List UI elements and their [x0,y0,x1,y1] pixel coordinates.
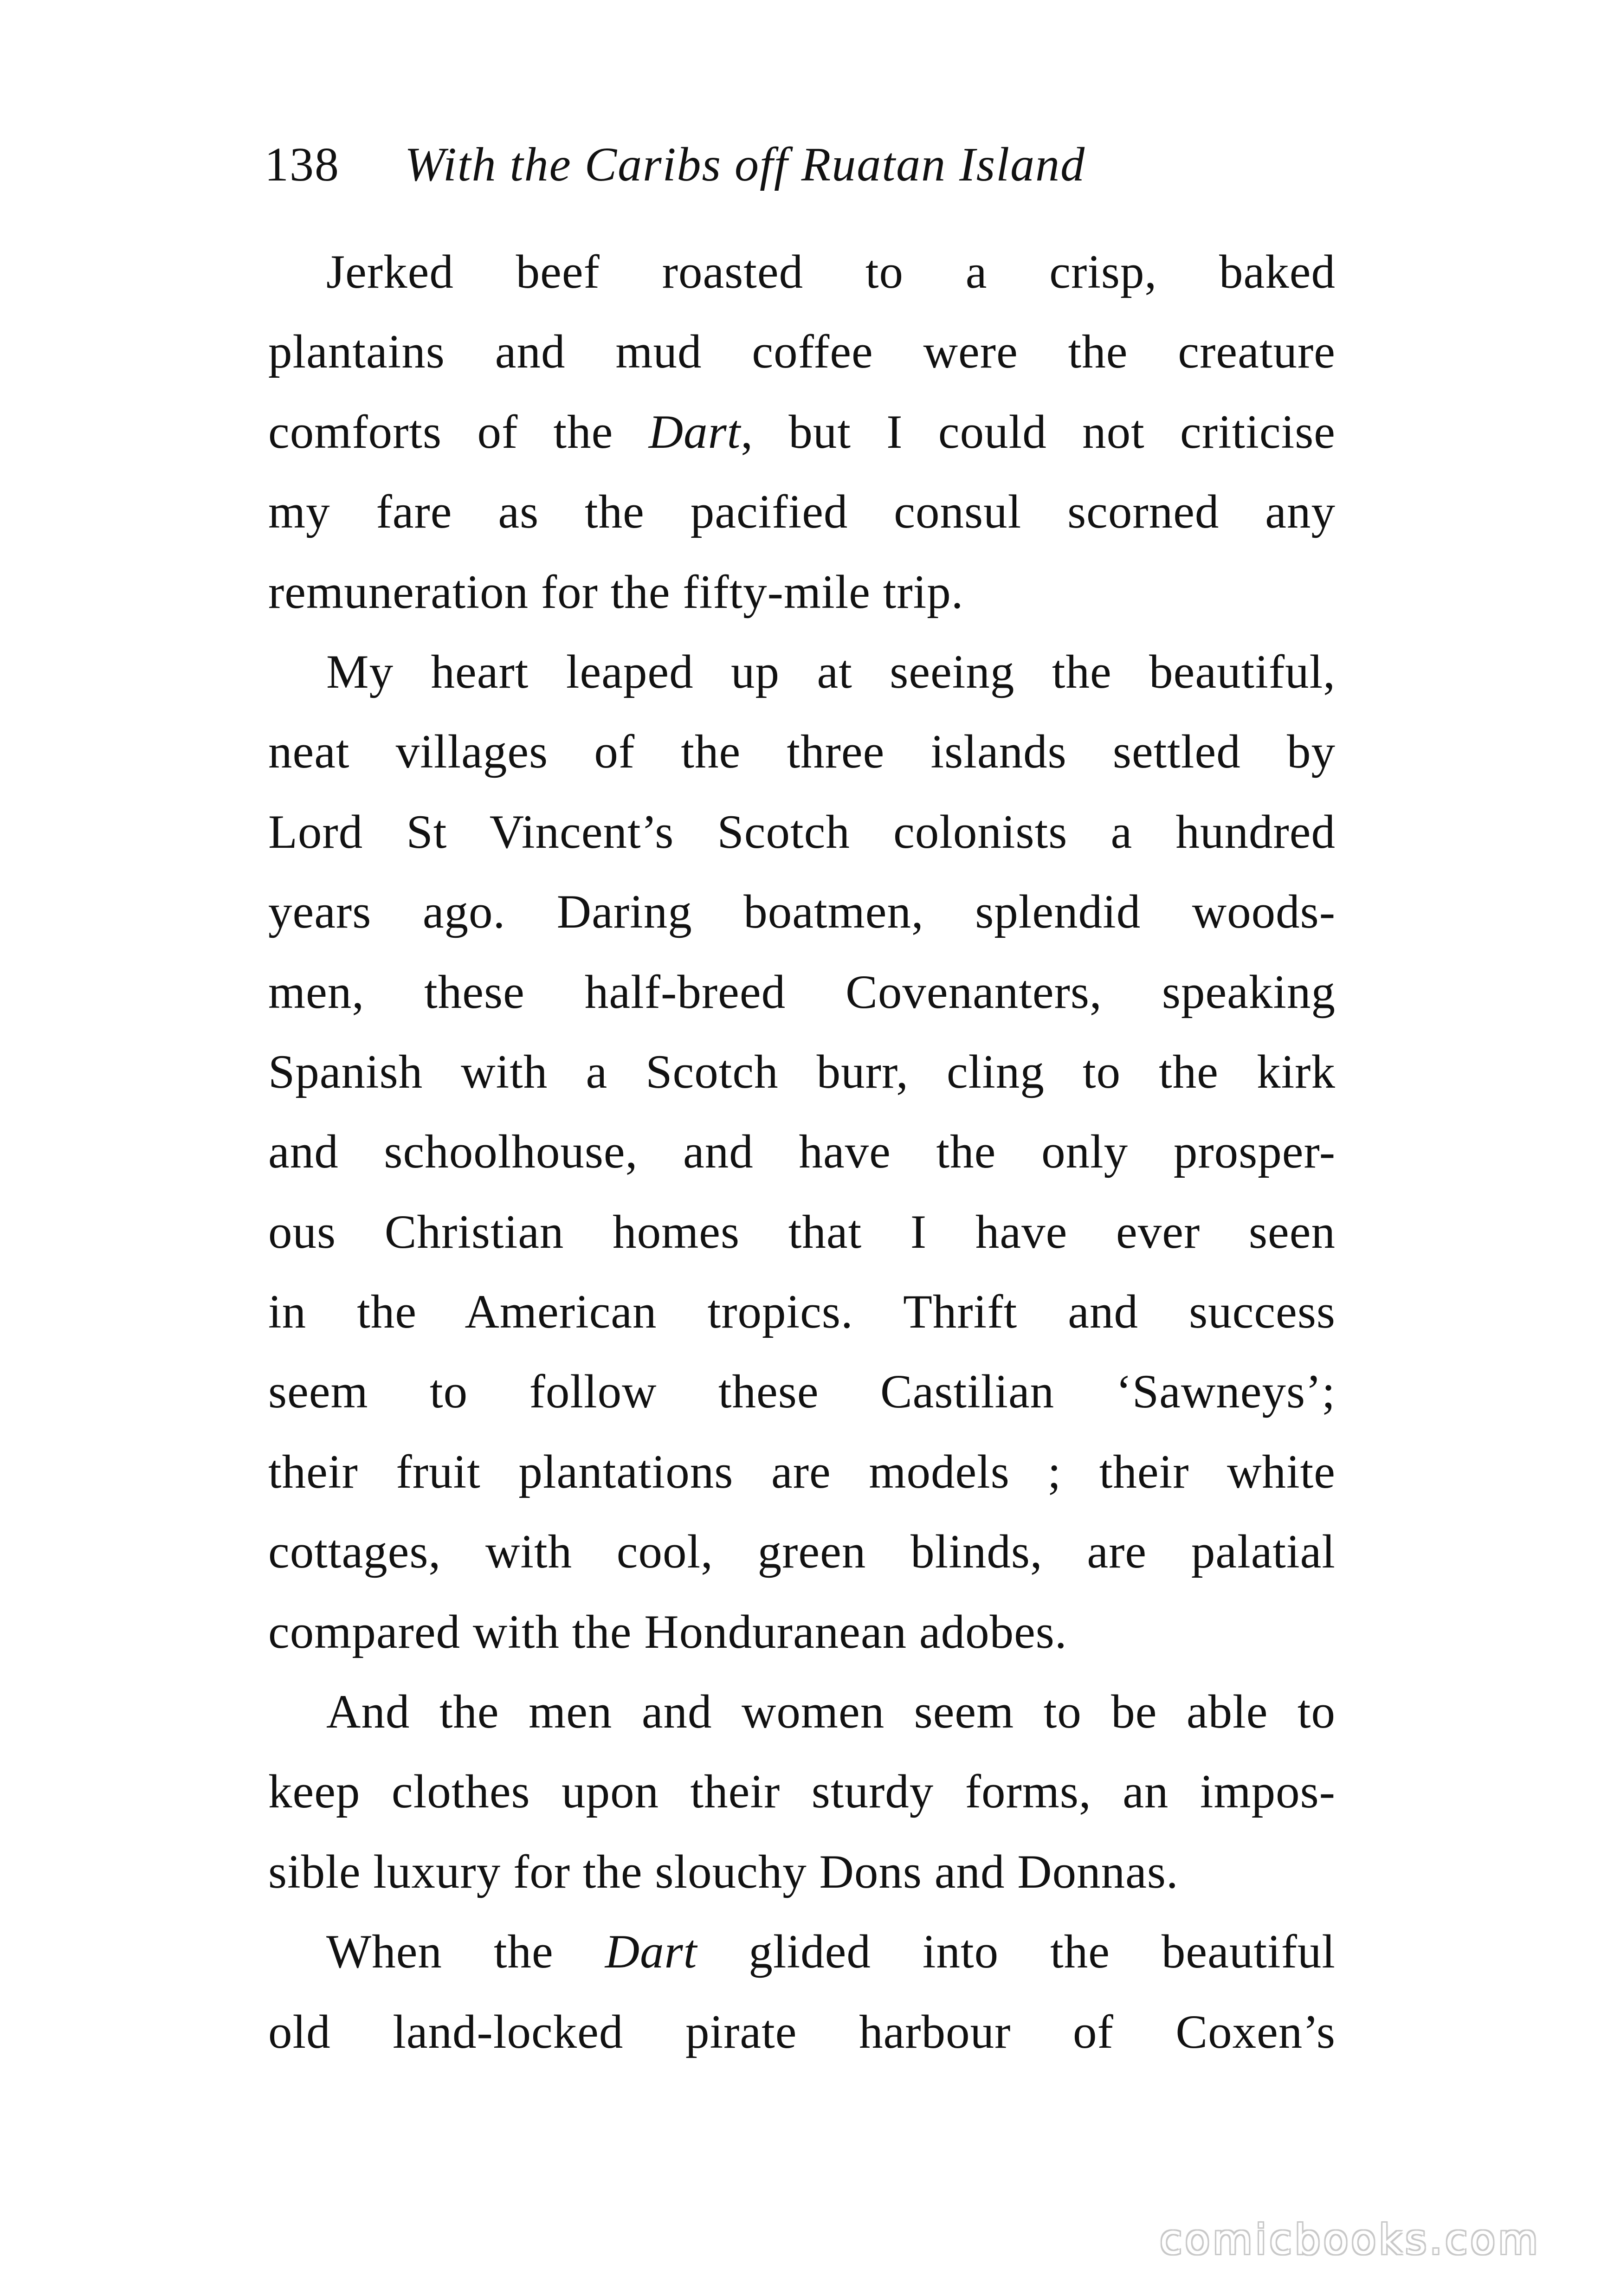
text-line [268,1352,1336,1432]
running-head [265,132,1341,197]
text-segment: compared with the Honduranean adobes. [268,1605,1067,1658]
text-line [268,632,1336,712]
text-line [268,1432,1336,1512]
text-line [268,872,1336,952]
text-line [268,1112,1336,1192]
text-segment: their fruit plantations are models ; their white [268,1445,1336,1498]
text-segment: plantains and mud coffee were the creature [268,325,1336,379]
text-segment: sible luxury for the slouchy Dons and Donnas. [268,1845,1179,1898]
italic-text: Dart [605,1925,697,1979]
text-line [268,1512,1336,1592]
text-segment: men, these half-breed Covenanters, speaking [268,965,1336,1019]
text-segment: glided into the beautiful [697,1925,1336,1979]
text-segment: Jerked beef roasted to a crisp, baked [326,245,1336,298]
text-segment: and schoolhouse, and have the only prosper- [268,1125,1336,1179]
running-title: With the Caribs off Ruatan Island [405,138,1086,191]
text-line [268,1592,1336,1672]
body-text [268,232,1336,2072]
text-segment: My heart leaped up at seeing the beautiful, [326,645,1336,698]
text-segment: Lord St Vincent’s Scotch colonists a hundred [268,805,1336,858]
text-segment: remuneration for the fifty-mile trip. [268,565,964,619]
text-segment: When the [326,1925,605,1979]
watermark: comicbooks.com [1159,2216,1541,2264]
text-line [268,1992,1336,2072]
text-line [268,1032,1336,1112]
text-line [268,712,1336,792]
text-line [268,1192,1336,1272]
text-segment: in the American tropics. Thrift and success [268,1285,1336,1339]
text-line [268,552,1336,632]
text-line [268,952,1336,1032]
text-segment: old land-locked pirate harbour of Coxen’s [268,2005,1336,2058]
text-line [268,232,1336,312]
italic-text: Dart [648,405,741,458]
text-segment: , but I could not criticise [741,405,1336,458]
text-line [268,392,1336,472]
text-segment: Spanish with a Scotch burr, cling to the kirk [268,1045,1336,1098]
text-segment: And the men and women seem to be able to [326,1685,1336,1739]
text-segment: my fare as the pacified consul scorned any [268,485,1336,539]
text-segment: seem to follow these Castilian ‘Sawneys’; [268,1365,1336,1419]
text-segment: ous Christian homes that I have ever seen [268,1205,1336,1258]
text-line [268,1752,1336,1832]
text-segment: comforts of the [268,405,649,458]
text-line [268,1832,1336,1912]
text-line [268,1912,1336,1992]
text-line [268,1672,1336,1752]
text-segment: neat villages of the three islands settled by [268,725,1336,779]
text-line [268,1272,1336,1352]
text-segment: cottages, with cool, green blinds, are palatial [268,1525,1336,1579]
text-line [268,472,1336,552]
text-segment: years ago. Daring boatmen, splendid woods- [268,885,1336,939]
text-line [268,792,1336,872]
page-number: 138 [265,138,340,191]
text-line [268,312,1336,392]
text-segment: keep clothes upon their sturdy forms, an impos- [268,1765,1336,1819]
